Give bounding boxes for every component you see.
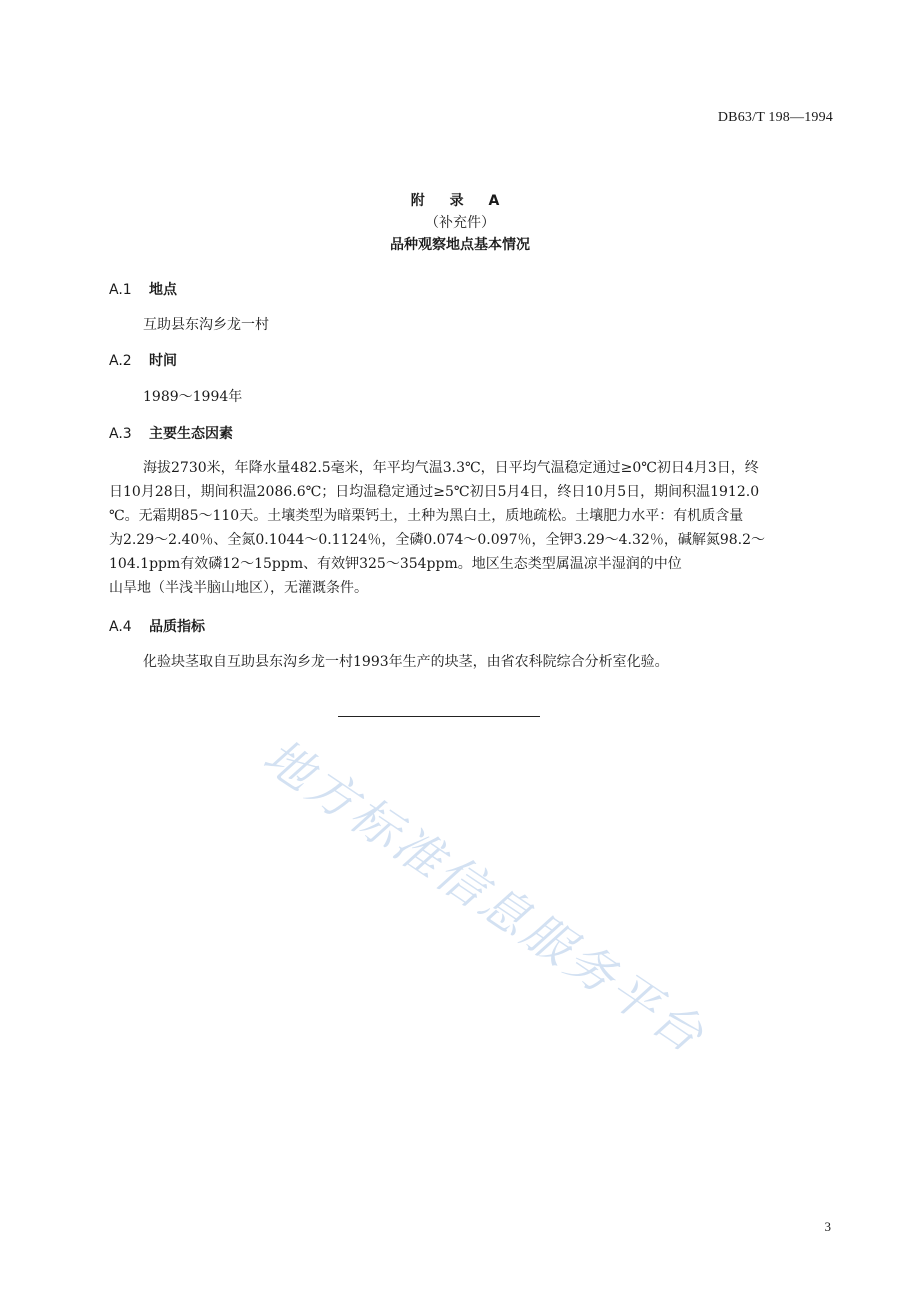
section-a3-heading — [109, 423, 233, 443]
section-a4-heading — [109, 616, 205, 636]
section-a2-body — [109, 385, 833, 409]
section-title: 品质指标 — [149, 619, 205, 635]
paragraph-line: 海拔2730米，年降水量482.5毫米，年平均气温3.3℃，日平均气温稳定通过≥0℃初日4月3日，终 — [143, 460, 759, 476]
section-a1-body — [109, 313, 833, 337]
end-rule — [338, 716, 540, 717]
paragraph-line: 化验块茎取自互助县东沟乡龙一村1993年生产的块茎，由省农科院综合分析室化验。 — [143, 654, 669, 670]
paragraph-line: 日10月28日，期间积温2086.6℃；日均温稳定通过≥5℃初日5月4日，终日10月5日，期间积温1912.0 — [109, 484, 760, 500]
paragraph-line: 山旱地（半浅半脑山地区），无灌溉条件。 — [109, 580, 368, 596]
section-number: A.1 — [109, 282, 132, 298]
section-a4-body — [109, 650, 833, 674]
section-number: A.2 — [109, 353, 132, 369]
section-title: 时间 — [149, 353, 177, 369]
appendix-heading: 品种观察地点基本情况 — [390, 237, 530, 253]
section-a1-heading — [109, 279, 177, 299]
page-number: 3 — [824, 1219, 831, 1234]
appendix-title: 附 录 A — [410, 193, 510, 209]
paragraph-line: 104.1ppm有效磷12～15ppm、有效钾325～354ppm。地区生态类型属温凉半湿润的中位 — [109, 556, 682, 572]
watermark: 地方标准信息服务平台 — [253, 728, 716, 1066]
section-number: A.3 — [109, 426, 132, 442]
section-title: 主要生态因素 — [149, 426, 233, 442]
paragraph-line: 1989～1994年 — [143, 389, 243, 405]
section-a3-body — [109, 456, 833, 600]
paragraph-line: ℃。无霜期85～110天。土壤类型为暗栗钙土，土种为黑白土，质地疏松。土壤肥力水平：有机质含量 — [109, 508, 744, 524]
document-code: DB63/T 198—1994 — [717, 110, 833, 125]
section-a2-heading — [109, 350, 177, 370]
paragraph-line: 互助县东沟乡龙一村 — [143, 317, 269, 333]
title-block — [0, 190, 920, 256]
paragraph-line: 为2.29～2.40％、全氮0.1044～0.1124％，全磷0.074～0.097％，全钾3.29～4.32％，碱解氮98.2～ — [109, 532, 765, 548]
appendix-supplement: （补充件） — [425, 215, 495, 231]
section-number: A.4 — [109, 619, 132, 635]
section-title: 地点 — [149, 282, 177, 298]
